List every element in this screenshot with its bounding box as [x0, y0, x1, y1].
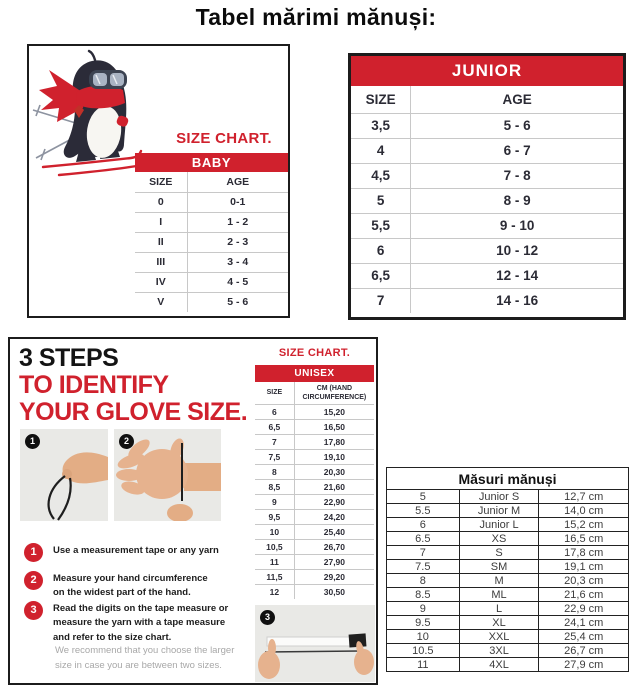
table-row — [255, 509, 374, 524]
table-row — [255, 584, 374, 599]
steps-heading-line3: YOUR GLOVE SIZE. — [19, 397, 248, 426]
table-cell: 21,6 cm — [539, 588, 629, 602]
table-cell: 7 - 8 — [411, 163, 623, 188]
table-cell: 17,80 — [294, 434, 374, 449]
table-cell: 22,9 cm — [539, 602, 629, 616]
table-row — [351, 213, 623, 238]
table-cell: 16,50 — [294, 419, 374, 434]
table-cell: 10 - 12 — [411, 238, 623, 263]
table-row — [351, 238, 623, 263]
steps-heading-line1: 3 STEPS — [19, 344, 119, 372]
table-header-row — [351, 86, 623, 113]
table-cell: 0 — [135, 192, 187, 212]
note-line: size in case you are between two sizes. — [55, 659, 222, 671]
step-number-badge: 1 — [24, 543, 43, 562]
table-cell: 11,5 — [255, 569, 294, 584]
step-text-line: Use a measurement tape or any yarn — [53, 545, 219, 556]
table-row — [351, 113, 623, 138]
step-text-line: Measure your hand circumference — [53, 573, 208, 584]
glove-measures-table — [386, 467, 629, 672]
step-number-badge: 3 — [24, 601, 43, 620]
table-header-row — [387, 468, 629, 490]
table-header-row — [255, 382, 374, 404]
table-cell: SM — [459, 560, 539, 574]
table-row — [255, 464, 374, 479]
ski-goggles-icon — [89, 70, 127, 89]
table-row — [135, 252, 288, 272]
table-row — [255, 449, 374, 464]
table-cell: 16,5 cm — [539, 532, 629, 546]
junior-table — [351, 56, 623, 313]
table-row — [135, 272, 288, 292]
table-row — [387, 504, 629, 518]
table-cell: 5 - 6 — [187, 292, 288, 312]
table-cell: 7.5 — [387, 560, 460, 574]
table-cell: 9,5 — [255, 509, 294, 524]
table-cell: ML — [459, 588, 539, 602]
step-text — [53, 601, 228, 645]
table-cell: M — [459, 574, 539, 588]
baby-table-title: BABY — [135, 153, 288, 172]
table-cell: S — [459, 546, 539, 560]
photo-badge: 1 — [25, 434, 40, 449]
table-cell: 8,5 — [255, 479, 294, 494]
table-cell: 24,20 — [294, 509, 374, 524]
table-cell: 2 - 3 — [187, 232, 288, 252]
table-cell: 6 — [387, 518, 460, 532]
table-cell: 8 - 9 — [411, 188, 623, 213]
table-row — [135, 192, 288, 212]
table-cell: 14 - 16 — [411, 288, 623, 313]
table-cell: 7 — [387, 546, 460, 560]
baby-size-chart-heading: SIZE CHART. — [176, 130, 272, 147]
table-cell: 5.5 — [387, 504, 460, 518]
table-cell: 4,5 — [351, 163, 411, 188]
table-row — [387, 588, 629, 602]
step-text-line: and refer to the size chart. — [53, 631, 172, 643]
table-row — [351, 188, 623, 213]
recommendation-note — [55, 644, 234, 673]
column-header-size: SIZE — [255, 382, 294, 404]
step-item-2 — [24, 571, 208, 601]
table-cell: 0-1 — [187, 192, 288, 212]
table-row — [351, 288, 623, 313]
table-row — [351, 163, 623, 188]
photo-yarn-in-hand — [20, 429, 108, 521]
table-row — [255, 479, 374, 494]
table-cell: 14,0 cm — [539, 504, 629, 518]
table-cell: 8 — [387, 574, 460, 588]
table-cell: 25,4 cm — [539, 630, 629, 644]
table-cell: Junior L — [459, 518, 539, 532]
table-cell: 15,2 cm — [539, 518, 629, 532]
table-cell: 10.5 — [387, 644, 460, 658]
table-cell: 6,5 — [255, 419, 294, 434]
junior-size-panel — [348, 53, 626, 320]
table-cell: 29,20 — [294, 569, 374, 584]
table-header-row — [135, 172, 288, 192]
table-cell: 19,1 cm — [539, 560, 629, 574]
table-cell: 8 — [255, 464, 294, 479]
table-cell: 22,90 — [294, 494, 374, 509]
table-row — [387, 644, 629, 658]
table-cell: V — [135, 292, 187, 312]
table-row — [387, 574, 629, 588]
step-number-badge: 2 — [24, 571, 43, 590]
table-cell: 6.5 — [387, 532, 460, 546]
table-row — [255, 554, 374, 569]
table-cell: 20,3 cm — [539, 574, 629, 588]
table-cell: IV — [135, 272, 187, 292]
table-cell: 21,60 — [294, 479, 374, 494]
table-cell: III — [135, 252, 187, 272]
measures-table-title: Măsuri mănuși — [387, 468, 629, 490]
table-cell: 20,30 — [294, 464, 374, 479]
table-cell: 9.5 — [387, 616, 460, 630]
step-text-line: on the widest part of the hand. — [53, 587, 191, 599]
table-cell: 26,70 — [294, 539, 374, 554]
table-row — [387, 658, 629, 672]
baby-table — [135, 153, 288, 312]
photo-tape-measure — [255, 605, 375, 682]
column-header-size: SIZE — [135, 172, 187, 192]
table-cell: 30,50 — [294, 584, 374, 599]
table-cell: XS — [459, 532, 539, 546]
photo-badge: 3 — [260, 610, 275, 625]
column-header-circumference: CM (HAND CIRCUMFERENCE) — [302, 384, 367, 401]
table-row — [255, 434, 374, 449]
table-row — [255, 539, 374, 554]
table-cell: 1 - 2 — [187, 212, 288, 232]
table-cell: 3,5 — [351, 113, 411, 138]
table-cell: 26,7 cm — [539, 644, 629, 658]
note-line: We recommend that you choose the larger — [55, 645, 235, 656]
step-text-line: measure the yarn with a tape measure — [53, 617, 226, 629]
steps-heading-line2: TO IDENTIFY — [19, 370, 169, 399]
unisex-size-chart-heading: SIZE CHART. — [278, 347, 351, 359]
table-row — [387, 490, 629, 504]
table-cell: 7 — [351, 288, 411, 313]
table-cell: 9 — [255, 494, 294, 509]
table-cell: 4 - 5 — [187, 272, 288, 292]
steps-heading — [19, 345, 247, 425]
table-row — [135, 292, 288, 312]
table-cell: 3XL — [459, 644, 539, 658]
table-cell: 9 — [387, 602, 460, 616]
column-header-size: SIZE — [351, 86, 411, 113]
unisex-table — [255, 365, 374, 599]
table-row — [255, 419, 374, 434]
table-row — [387, 560, 629, 574]
table-cell: 17,8 cm — [539, 546, 629, 560]
table-cell: 4 — [351, 138, 411, 163]
unisex-table-title: UNISEX — [255, 365, 374, 382]
column-header-age: AGE — [226, 175, 250, 188]
table-row — [387, 630, 629, 644]
table-cell: 24,1 cm — [539, 616, 629, 630]
table-cell: 11 — [387, 658, 460, 672]
table-cell: 27,90 — [294, 554, 374, 569]
table-row — [387, 616, 629, 630]
table-row — [351, 138, 623, 163]
table-row — [387, 518, 629, 532]
table-cell: 6 - 7 — [411, 138, 623, 163]
table-cell: 12 — [255, 584, 294, 599]
table-row — [387, 602, 629, 616]
table-cell: 5 — [387, 490, 460, 504]
table-cell: 12,7 cm — [539, 490, 629, 504]
table-row — [387, 546, 629, 560]
step-item-3 — [24, 601, 228, 645]
table-row — [255, 524, 374, 539]
table-cell: 12 - 14 — [411, 263, 623, 288]
table-row — [387, 532, 629, 546]
table-cell: 7 — [255, 434, 294, 449]
table-row — [135, 232, 288, 252]
step-item-1 — [24, 543, 219, 562]
table-cell: 5 - 6 — [411, 113, 623, 138]
table-cell: 3 - 4 — [187, 252, 288, 272]
table-row — [351, 263, 623, 288]
baby-size-panel — [27, 44, 290, 318]
table-row — [135, 212, 288, 232]
table-cell: 25,40 — [294, 524, 374, 539]
table-cell: 6,5 — [351, 263, 411, 288]
table-cell: 5,5 — [351, 213, 411, 238]
table-row — [255, 494, 374, 509]
table-cell: 8.5 — [387, 588, 460, 602]
table-row — [255, 404, 374, 419]
table-cell: 6 — [255, 404, 294, 419]
step-text-line: Read the digits on the tape measure or — [53, 603, 229, 614]
photo-badge: 2 — [119, 434, 134, 449]
junior-table-title: JUNIOR — [351, 56, 623, 86]
table-cell: L — [459, 602, 539, 616]
three-steps-panel — [8, 337, 378, 685]
table-cell: Junior M — [459, 504, 539, 518]
photo-yarn-around-palm — [114, 429, 221, 521]
step-text — [53, 571, 208, 601]
table-cell: I — [135, 212, 187, 232]
table-cell: 10 — [387, 630, 460, 644]
table-cell: 11 — [255, 554, 294, 569]
step-text — [53, 543, 219, 558]
table-cell: II — [135, 232, 187, 252]
table-cell: 10 — [255, 524, 294, 539]
table-cell: XXL — [459, 630, 539, 644]
table-cell: Junior S — [459, 490, 539, 504]
table-cell: 6 — [351, 238, 411, 263]
page-title: Tabel mărimi mănuși: — [195, 4, 437, 30]
table-cell: 7,5 — [255, 449, 294, 464]
table-cell: 19,10 — [294, 449, 374, 464]
table-cell: 27,9 cm — [539, 658, 629, 672]
column-header-age: AGE — [502, 91, 532, 107]
table-row — [255, 569, 374, 584]
table-cell: 5 — [351, 188, 411, 213]
table-cell: XL — [459, 616, 539, 630]
table-cell: 4XL — [459, 658, 539, 672]
table-cell: 15,20 — [294, 404, 374, 419]
table-cell: 10,5 — [255, 539, 294, 554]
table-cell: 9 - 10 — [411, 213, 623, 238]
